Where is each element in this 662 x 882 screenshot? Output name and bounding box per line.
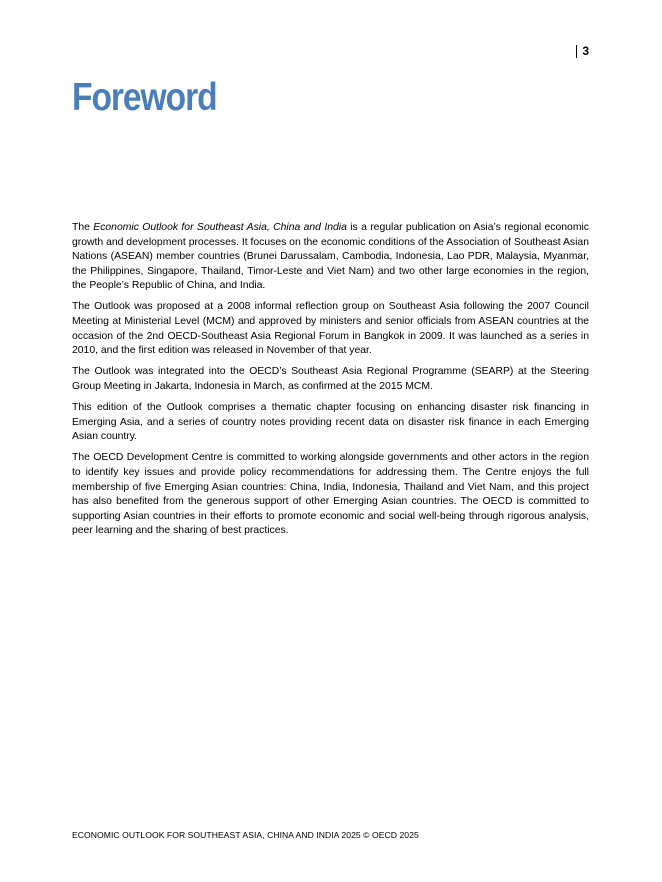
page-number-value: 3 [582,44,589,58]
page-number-divider [576,45,577,58]
page-number [576,44,589,58]
paragraph-intro: The Economic Outlook for Southeast Asia, China and India is a regular publication on Asia’s regional economic growth and development processes. It focuses on the economic conditions of the Association of Southeast Asian Nations (ASEAN) member countries (Brunei Darussalam, Cambodia, Indonesia, Lao PDR, Malaysia, Myanmar, the Philippines, Singapore, Thailand, Timor-Leste and Viet Nam) and two other large economies in the region, the People’s Republic of China, and India. [72,222,589,292]
paragraph-edition: This edition of the Outlook comprises a thematic chapter focusing on enhancing disaster risk financing in Emerging Asia, and a series of country notes providing recent data on disaster risk finance in each Emerging Asian country. [72,402,589,443]
paragraph-history: The Outlook was proposed at a 2008 informal reflection group on Southeast Asia following the 2007 Council Meeting at Ministerial Level (MCM) and approved by ministers and senior officials from ASEAN countries at the occasion of the 2nd OECD-Southeast Asia Regional Forum in Bangkok in 2009. It was launched as a series in 2010, and the first edition was released in November of that year. [72,301,589,357]
foreword-body [72,221,589,545]
page-footer: ECONOMIC OUTLOOK FOR SOUTHEAST ASIA, CHINA AND INDIA 2025 © OECD 2025 [72,830,419,840]
paragraph-development-centre: The OECD Development Centre is committed to working alongside governments and other actors in the region to identify key issues and provide policy recommendations for addressing them. The Centre enjoys the full membership of five Emerging Asian countries: China, India, Indonesia, Thailand and Viet Nam, and this project has also benefited from the generous support of other Emerging Asian countries. The OECD is committed to supporting Asian countries in their efforts to promote economic and social well-being through rigorous analysis, peer learning and the sharing of best practices. [72,452,589,537]
paragraph-searp: The Outlook was integrated into the OECD’s Southeast Asia Regional Programme (SEARP) at the Steering Group Meeting in Jakarta, Indonesia in March, as confirmed at the 2015 MCM. [72,366,589,392]
publication-title: Economic Outlook for Southeast Asia, China and India [93,222,347,233]
page-title: Foreword [72,76,217,119]
